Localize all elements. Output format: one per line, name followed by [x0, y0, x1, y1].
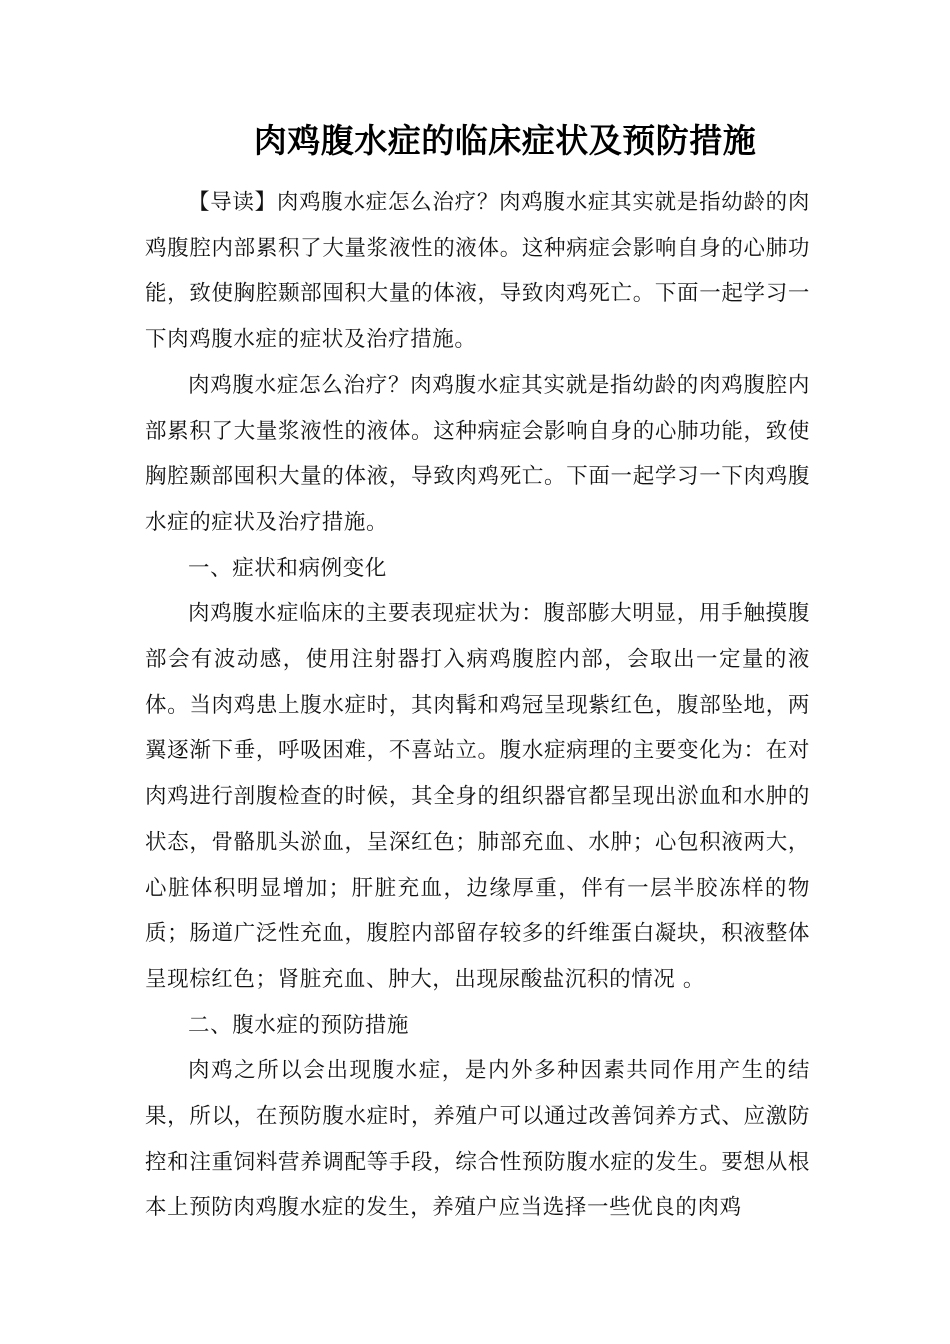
intro-paragraph: 【导读】肉鸡腹水症怎么治疗？肉鸡腹水症其实就是指幼龄的肉鸡腹腔内部累积了大量浆液性的液体。这种病症会影响自身的心肺功能，致使胸腔颞部囤积大量的体液，导致肉鸡死亡。下面一起学习一下肉鸡腹水症的症状及治疗措施。 [145, 190, 810, 353]
section-heading-symptoms: 一、症状和病例变化 [188, 555, 387, 581]
symptoms-paragraph: 肉鸡腹水症临床的主要表现症状为：腹部膨大明显，用手触摸腹部会有波动感，使用注射器打入病鸡腹腔内部，会取出一定量的液体。当肉鸡患上腹水症时，其肉髯和鸡冠呈现紫红色，腹部坠地，两翼逐渐下垂，呼吸困难，不喜站立。腹水症病理的主要变化为：在对肉鸡进行剖腹检查的时候，其全身的组织器官都呈现出淤血和水肿的状态，骨骼肌头淤血，呈深红色；肺部充血、水肿；心包积液两大，心脏体积明显增加；肝脏充血，边缘厚重，伴有一层半胶冻样的物质；肠道广泛性充血，腹腔内部留存较多的纤维蛋白凝块，积液整体呈现棕红色；肾脏充血、肿大，出现尿酸盐沉积的情况 。 [145, 601, 810, 992]
document-title: 肉鸡腹水症的临床症状及预防措施 [253, 121, 757, 160]
summary-paragraph: 肉鸡腹水症怎么治疗？肉鸡腹水症其实就是指幼龄的肉鸡腹腔内部累积了大量浆液性的液体。这种病症会影响自身的心肺功能，致使胸腔颞部囤积大量的体液，导致肉鸡死亡。下面一起学习一下肉鸡腹水症的症状及治疗措施。 [145, 372, 810, 535]
prevention-paragraph: 肉鸡之所以会出现腹水症，是内外多种因素共同作用产生的结果，所以，在预防腹水症时，养殖户可以通过改善饲养方式、应激防控和注重饲料营养调配等手段，综合性预防腹水症的发生。要想从根本上预防肉鸡腹水症的发生，养殖户应当选择一些优良的肉鸡 [145, 1058, 810, 1221]
document-body [145, 180, 810, 1231]
section-heading-prevention: 二、腹水症的预防措施 [188, 1012, 410, 1038]
